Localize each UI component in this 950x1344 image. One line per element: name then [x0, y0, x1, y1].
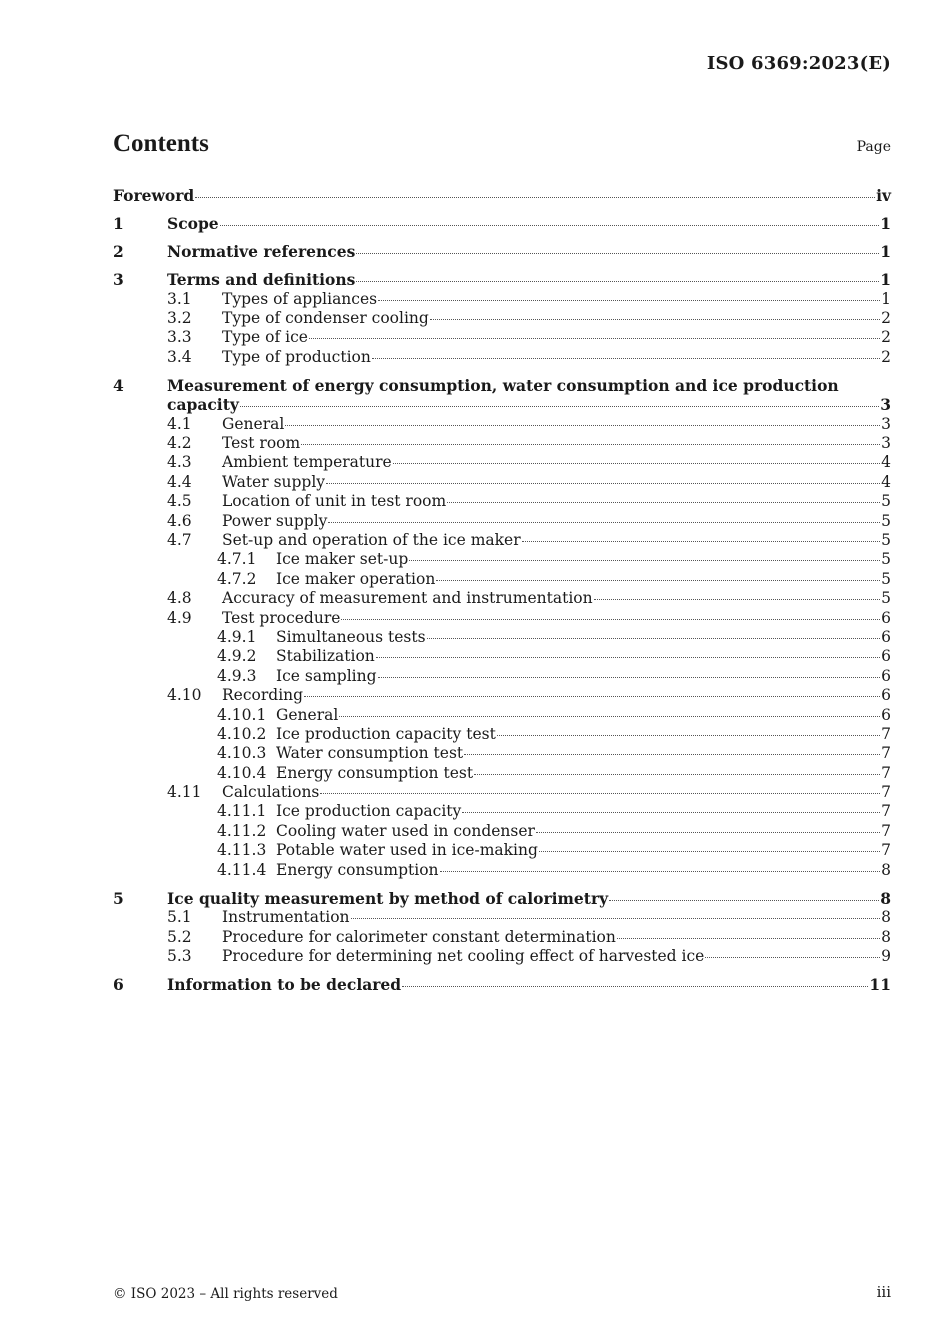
toc-entry-title: Ice sampling [276, 666, 377, 685]
dot-leader [378, 677, 881, 678]
toc-entry-number: 5.1 [167, 908, 192, 927]
dot-leader [240, 406, 879, 407]
toc-entry-line [222, 531, 891, 550]
toc-entry-line [222, 328, 891, 347]
toc-entry[interactable] [113, 512, 891, 531]
toc-entry-number: 4.8 [167, 589, 192, 608]
toc-entry-number: 4.11.4 [217, 860, 267, 879]
toc-entry-title: Water supply [222, 472, 326, 491]
page-number: iii [876, 1283, 891, 1301]
dot-leader [436, 580, 880, 581]
toc-entry-line [222, 309, 891, 328]
dot-leader [474, 774, 880, 775]
toc-entry-title: Procedure for determining net cooling effect of harvested ice [222, 946, 705, 965]
toc-entry-title: Procedure for calorimeter constant determination [222, 927, 616, 946]
toc-entry-page: 8 [881, 927, 891, 946]
dot-leader [328, 522, 880, 523]
toc-entry-title: Normative references [167, 242, 356, 262]
dot-leader [617, 938, 880, 939]
toc-entry-title: Information to be declared [167, 974, 402, 994]
toc-entry-number: 4.6 [167, 511, 192, 530]
toc-entry-title: Power supply [222, 511, 328, 530]
toc-entry-line [222, 908, 891, 927]
toc-entry[interactable] [113, 764, 891, 783]
toc-entry-title: Simultaneous tests [276, 627, 426, 646]
toc-entry-title: Instrumentation [222, 908, 350, 927]
toc-entry-title: General [222, 414, 285, 433]
document-id: ISO 6369:2023(E) [706, 53, 891, 74]
toc-entry-line [113, 186, 891, 205]
toc-entry-title: Water consumption test [276, 744, 464, 763]
toc-entry-page: 6 [881, 627, 891, 646]
toc-entry-page: 5 [881, 589, 891, 608]
toc-entry-line [222, 686, 891, 705]
toc-entry-title: Types of appliances [222, 289, 378, 308]
toc-entry[interactable] [113, 802, 891, 821]
toc-entry-line [222, 348, 891, 367]
toc-entry-page: 5 [881, 531, 891, 550]
toc-entry[interactable] [113, 706, 891, 725]
toc-entry-number: 1 [113, 214, 124, 234]
toc-entry-title: Terms and definitions [167, 270, 356, 290]
toc-entry-page: 3 [881, 434, 891, 453]
toc-entry-line [222, 453, 891, 472]
toc-entry-line [222, 589, 891, 608]
toc-entry-page: 2 [881, 309, 891, 328]
title-row [113, 130, 891, 158]
toc-entry[interactable] [113, 647, 891, 666]
toc-entry[interactable] [113, 492, 891, 511]
toc-entry-number: 4.10.3 [217, 744, 267, 763]
dot-leader [705, 957, 880, 958]
dot-leader [378, 300, 880, 301]
dot-leader [497, 735, 880, 736]
toc-entry-number: 5 [113, 888, 124, 908]
toc-entry-title: Ambient temperature [222, 453, 392, 472]
toc-entry-line [222, 415, 891, 434]
toc-entry-title: Foreword [113, 186, 195, 205]
toc-entry-title: Type of condenser cooling [222, 309, 429, 328]
toc-entry-line [222, 783, 891, 802]
toc-entry-page: 3 [881, 414, 891, 433]
page-column-label: Page [856, 139, 891, 155]
dot-leader [440, 871, 881, 872]
toc-entry[interactable] [113, 570, 891, 589]
toc-entry-number: 4.10 [167, 686, 202, 705]
toc-entry-line [276, 647, 891, 666]
toc-entry-number: 4.4 [167, 472, 192, 491]
table-of-contents [113, 186, 891, 994]
dot-leader [195, 197, 875, 198]
toc-entry-page: 5 [881, 550, 891, 569]
dot-leader [393, 463, 880, 464]
dot-leader [376, 657, 880, 658]
toc-entry-line [276, 725, 891, 744]
toc-entry-number: 5.3 [167, 946, 192, 965]
toc-entry[interactable] [113, 861, 891, 880]
page-title: Contents [113, 130, 209, 157]
toc-entry-line [276, 706, 891, 725]
toc-entry[interactable] [113, 453, 891, 472]
toc-entry-page: 7 [881, 841, 891, 860]
toc-entry-number: 5.2 [167, 927, 192, 946]
toc-entry-line [276, 841, 891, 860]
toc-entry-number: 3 [113, 270, 124, 290]
toc-entry-number: 4.9.1 [217, 627, 257, 646]
toc-entry-line [167, 395, 891, 414]
toc-entry[interactable] [113, 434, 891, 453]
dot-leader [285, 425, 880, 426]
dot-leader [427, 638, 881, 639]
toc-entry[interactable] [113, 589, 891, 608]
toc-entry-line [167, 889, 891, 908]
toc-entry-line [276, 667, 891, 686]
toc-entry-page: 8 [880, 888, 891, 908]
toc-entry-number: 4.10.4 [217, 763, 267, 782]
toc-entry-page: 1 [880, 214, 891, 234]
toc-entry[interactable] [113, 928, 891, 947]
toc-entry-line [276, 628, 891, 647]
toc-entry-line [276, 744, 891, 763]
toc-entry[interactable] [113, 550, 891, 569]
toc-entry-page: 7 [881, 763, 891, 782]
dot-leader [356, 253, 879, 254]
toc-entry-title: Scope [167, 214, 219, 234]
toc-entry-title: Stabilization [276, 647, 375, 666]
dot-leader [522, 541, 881, 542]
toc-entry[interactable] [113, 744, 891, 763]
dot-leader [320, 793, 880, 794]
toc-entry-title: General [276, 705, 339, 724]
toc-entry-line [167, 975, 891, 994]
toc-entry-line [276, 822, 891, 841]
toc-entry-page: 1 [880, 270, 891, 290]
toc-entry[interactable] [113, 908, 891, 927]
toc-entry-number: 4.7 [167, 531, 192, 550]
toc-entry-number: 4.7.1 [217, 550, 257, 569]
toc-entry-line [167, 242, 891, 261]
dot-leader [462, 812, 880, 813]
dot-leader [304, 696, 880, 697]
toc-entry-number: 4.9.2 [217, 647, 257, 666]
toc-entry-title: Test procedure [222, 608, 341, 627]
toc-entry-line [167, 270, 891, 289]
toc-entry-line [222, 947, 891, 966]
dot-leader [309, 338, 880, 339]
dot-leader [402, 986, 868, 987]
toc-entry-title: Cooling water used in condenser [276, 821, 535, 840]
toc-entry-page: 7 [881, 744, 891, 763]
toc-entry-page: 11 [869, 974, 891, 994]
toc-entry-title: Ice maker set-up [276, 550, 409, 569]
toc-entry-line [276, 570, 891, 589]
toc-entry-title: Energy consumption [276, 860, 439, 879]
dot-leader [341, 619, 880, 620]
toc-entry-number: 4.5 [167, 492, 192, 511]
toc-entry-page: 5 [881, 492, 891, 511]
toc-entry[interactable] [113, 348, 891, 367]
toc-entry[interactable] [113, 242, 891, 261]
toc-entry-title: Type of production [222, 347, 371, 366]
toc-entry-page: 6 [881, 666, 891, 685]
toc-entry-number: 3.4 [167, 347, 192, 366]
dot-leader [464, 754, 880, 755]
toc-entry-title: Type of ice [222, 328, 308, 347]
toc-entry[interactable] [113, 186, 891, 205]
toc-entry[interactable] [113, 822, 891, 841]
toc-entry[interactable] [113, 214, 891, 233]
toc-entry-title: Accuracy of measurement and instrumentation [222, 589, 593, 608]
toc-entry-number: 6 [113, 974, 124, 994]
toc-entry-page: 7 [881, 724, 891, 743]
toc-entry-page: iv [876, 186, 891, 205]
toc-entry-title: Set-up and operation of the ice maker [222, 531, 521, 550]
toc-entry-number: 4.7.2 [217, 569, 257, 588]
toc-entry-number: 3.3 [167, 328, 192, 347]
toc-entry[interactable] [113, 290, 891, 309]
toc-entry[interactable] [113, 473, 891, 492]
toc-entry-title: capacity [167, 395, 239, 415]
toc-entry-line [222, 928, 891, 947]
toc-entry[interactable] [113, 309, 891, 328]
toc-entry[interactable] [113, 628, 891, 647]
toc-entry-line [276, 861, 891, 880]
toc-entry-number: 4.9.3 [217, 666, 257, 685]
dot-leader [430, 319, 880, 320]
dot-leader [539, 851, 880, 852]
toc-entry-number: 4.10.2 [217, 724, 267, 743]
toc-entry-page: 7 [881, 802, 891, 821]
toc-entry-page: 6 [881, 608, 891, 627]
toc-entry-number: 4.10.1 [217, 705, 267, 724]
dot-leader [351, 918, 881, 919]
toc-entry[interactable] [113, 725, 891, 744]
toc-entry-title: Ice production capacity test [276, 724, 496, 743]
toc-entry-line [222, 492, 891, 511]
dot-leader [609, 900, 879, 901]
toc-entry-title-line1: Measurement of energy consumption, water consumption and ice production [167, 375, 839, 395]
dot-leader [536, 832, 880, 833]
toc-entry-number: 3.2 [167, 309, 192, 328]
toc-entry[interactable] [113, 889, 891, 908]
toc-entry-number: 4.11.1 [217, 802, 267, 821]
toc-entry[interactable] [113, 415, 891, 434]
toc-entry-title: Ice production capacity [276, 802, 462, 821]
toc-entry[interactable] [113, 609, 891, 628]
toc-entry-page: 8 [881, 860, 891, 879]
toc-entry-number: 4.9 [167, 608, 192, 627]
toc-entry[interactable] [113, 328, 891, 347]
toc-entry-page: 8 [881, 908, 891, 927]
toc-entry[interactable] [113, 947, 891, 966]
copyright-notice: © ISO 2023 – All rights reserved [113, 1286, 338, 1302]
toc-entry-number: 4.11.2 [217, 821, 267, 840]
toc-entry[interactable] [113, 376, 891, 415]
toc-entry-page: 7 [881, 783, 891, 802]
toc-entry-page: 7 [881, 821, 891, 840]
toc-entry-number: 4.11 [167, 783, 202, 802]
toc-entry-page: 2 [881, 347, 891, 366]
toc-entry-title: Location of unit in test room [222, 492, 447, 511]
toc-entry-line [222, 609, 891, 628]
toc-entry-page: 1 [880, 242, 891, 262]
toc-entry-number: 4.1 [167, 414, 192, 433]
toc-entry[interactable] [113, 270, 891, 289]
dot-leader [301, 444, 880, 445]
toc-entry-page: 4 [881, 472, 891, 491]
toc-entry-line [276, 550, 891, 569]
dot-leader [356, 281, 879, 282]
toc-entry-page: 9 [881, 946, 891, 965]
dot-leader [326, 483, 880, 484]
toc-entry-page: 5 [881, 569, 891, 588]
toc-entry-number: 4.11.3 [217, 841, 267, 860]
toc-entry-page: 6 [881, 686, 891, 705]
toc-entry-page: 2 [881, 328, 891, 347]
toc-entry-line [167, 214, 891, 233]
toc-entry-title: Test room [222, 434, 301, 453]
toc-entry[interactable] [113, 667, 891, 686]
toc-entry-line [222, 434, 891, 453]
toc-entry-page: 3 [880, 395, 891, 415]
toc-entry-number: 4.2 [167, 434, 192, 453]
toc-entry-line [222, 473, 891, 492]
toc-entry-title: Potable water used in ice-making [276, 841, 538, 860]
toc-entry[interactable] [113, 686, 891, 705]
toc-entry-page: 1 [881, 289, 891, 308]
toc-entry[interactable] [113, 783, 891, 802]
toc-entry-page: 6 [881, 705, 891, 724]
toc-entry-title: Recording [222, 686, 304, 705]
toc-entry-line [222, 512, 891, 531]
toc-entry-page: 4 [881, 453, 891, 472]
toc-entry-line [222, 290, 891, 309]
toc-entry-line [276, 802, 891, 821]
dot-leader [339, 716, 880, 717]
toc-entry-title: Energy consumption test [276, 763, 474, 782]
toc-entry-number: 4 [113, 375, 124, 395]
dot-leader [372, 358, 880, 359]
toc-entry-title: Calculations [222, 783, 320, 802]
toc-entry-title: Ice quality measurement by method of calorimetry [167, 888, 609, 908]
dot-leader [594, 599, 881, 600]
dot-leader [409, 560, 880, 561]
toc-entry-number: 2 [113, 242, 124, 262]
dot-leader [447, 502, 880, 503]
toc-entry[interactable] [113, 531, 891, 550]
toc-entry-title: Ice maker operation [276, 569, 436, 588]
toc-entry-number: 3.1 [167, 289, 192, 308]
dot-leader [220, 225, 880, 226]
toc-entry[interactable] [113, 975, 891, 994]
toc-entry-page: 6 [881, 647, 891, 666]
toc-entry[interactable] [113, 841, 891, 860]
toc-entry-number: 4.3 [167, 453, 192, 472]
toc-entry-page: 5 [881, 511, 891, 530]
toc-entry-line [276, 764, 891, 783]
